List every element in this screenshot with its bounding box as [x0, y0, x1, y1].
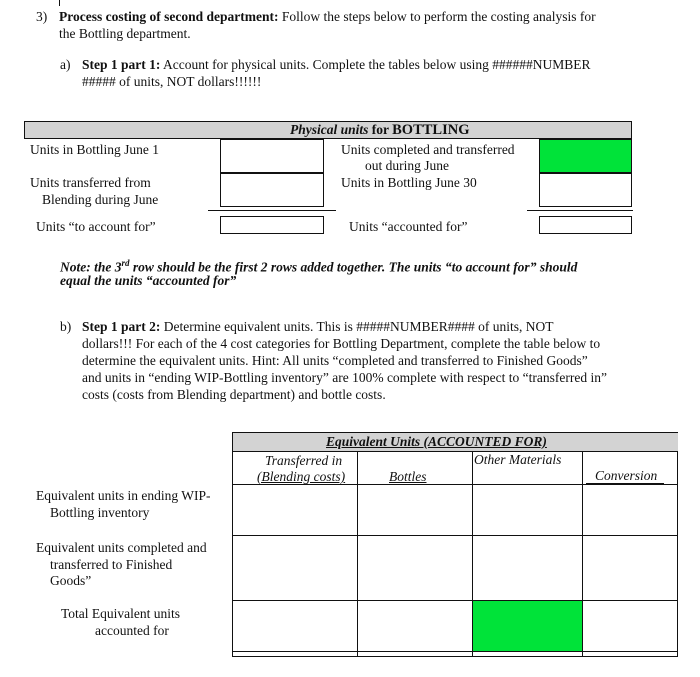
completed-bottles-input[interactable] — [358, 536, 472, 600]
part-a-step: Step 1 part 1: — [82, 57, 161, 72]
units-completed-label-2: out during June — [365, 158, 449, 173]
equiv-hline-4 — [232, 651, 678, 652]
total-conversion-input[interactable] — [583, 601, 677, 651]
units-accounted-label: Units “accounted for” — [349, 219, 468, 234]
col-blending-costs: (Blending costs) — [257, 469, 346, 484]
units-completed-input[interactable] — [539, 139, 632, 173]
sum-line-left — [208, 210, 336, 211]
part-b-text-1: Determine equivalent units. This is #####NUMBER#### of units, NOT — [160, 319, 554, 334]
col-bottles: Bottles — [389, 469, 427, 484]
section-3-heading — [59, 8, 596, 25]
part-b-line-3: determine the equivalent units. Hint: All units “completed and transferred to Finished Goods” — [82, 353, 588, 368]
row-completed-label: Equivalent units completed and — [36, 540, 207, 555]
ending-wip-transferred-input[interactable] — [233, 485, 357, 535]
part-b-line-5: costs (costs from Blending department) and bottle costs. — [82, 387, 386, 402]
col-other-materials: Other Materials — [474, 452, 562, 467]
ending-wip-conversion-input[interactable] — [583, 485, 677, 535]
row-ending-wip-label: Equivalent units in ending WIP- — [36, 488, 211, 503]
units-accounted-input[interactable] — [539, 216, 632, 234]
physical-units-title — [290, 121, 470, 139]
units-to-account-input[interactable] — [220, 216, 324, 234]
row-completed-label-2: transferred to Finished — [50, 557, 173, 572]
row-total-label-2: accounted for — [95, 623, 169, 638]
col-conversion: Conversion — [595, 468, 658, 483]
part-b-step: Step 1 part 2: — [82, 319, 161, 334]
part-a-label: a) — [60, 57, 71, 72]
units-bottling-june30-label: Units in Bottling June 30 — [341, 175, 477, 190]
units-to-account-label: Units “to account for” — [36, 219, 156, 234]
physical-units-title-italic: Physical units — [290, 122, 369, 137]
equiv-hline-5 — [232, 656, 678, 657]
physical-units-title-bottling: BOTTLING — [392, 122, 470, 138]
section-3-title: Process costing of second department: — [59, 9, 279, 24]
row-total-label: Total Equivalent units — [61, 606, 181, 621]
units-transferred-label: Units transferred from — [30, 175, 151, 190]
section-3-text-2: the Bottling department. — [59, 26, 191, 41]
total-transferred-input[interactable] — [233, 601, 357, 651]
ending-wip-bottles-input[interactable] — [358, 485, 472, 535]
completed-other-input[interactable] — [473, 536, 582, 600]
row-completed-label-3: Goods” — [50, 573, 92, 588]
total-bottles-input[interactable] — [358, 601, 472, 651]
units-transferred-input[interactable] — [220, 173, 324, 207]
part-b-line-2: dollars!!! For each of the 4 cost categories for Bottling Department, complete the table below to — [82, 336, 601, 351]
part-a-instructions — [82, 56, 590, 73]
physical-units-title-for: for — [368, 122, 393, 137]
section-3-number: 3) — [36, 9, 48, 24]
part-a-text: Account for physical units. Complete the tables below using ######NUMBER — [160, 57, 591, 72]
cursor-mark — [59, 0, 60, 6]
units-transferred-label-2: Blending during June — [42, 192, 159, 207]
equiv-units-title: Equivalent Units (ACCOUNTED FOR) — [326, 434, 547, 449]
completed-transferred-input[interactable] — [233, 536, 357, 600]
units-completed-label: Units completed and transferred — [341, 142, 515, 157]
note-text-b: row should be the first 2 rows added together. The units “to account for” should — [129, 259, 578, 275]
note-text-a: Note: the 3 — [60, 259, 122, 275]
note-superscript: rd — [121, 258, 130, 268]
col-transferred-in: Transferred in — [265, 453, 343, 468]
part-b-line-1 — [82, 318, 553, 335]
col-conversion-underline — [586, 483, 664, 484]
equiv-vline-5 — [677, 451, 678, 657]
units-bottling-june1-label: Units in Bottling June 1 — [30, 142, 160, 157]
sum-line-right — [527, 210, 633, 211]
part-a-text-2: ##### of units, NOT dollars!!!!!! — [82, 74, 262, 89]
row-ending-wip-label-2: Bottling inventory — [50, 505, 150, 520]
note-line-2: equal the units “accounted for” — [60, 273, 237, 288]
ending-wip-other-input[interactable] — [473, 485, 582, 535]
total-other-materials-input[interactable] — [473, 601, 582, 651]
part-b-line-4: and units in “ending WIP-Bottling inventory” are 100% complete with respect to “transferred in” — [82, 370, 607, 385]
completed-conversion-input[interactable] — [583, 536, 677, 600]
section-3-text: Follow the steps below to perform the costing analysis for — [278, 9, 596, 24]
units-bottling-june1-input[interactable] — [220, 139, 324, 173]
units-bottling-june30-input[interactable] — [539, 173, 632, 207]
part-b-label: b) — [60, 319, 72, 334]
